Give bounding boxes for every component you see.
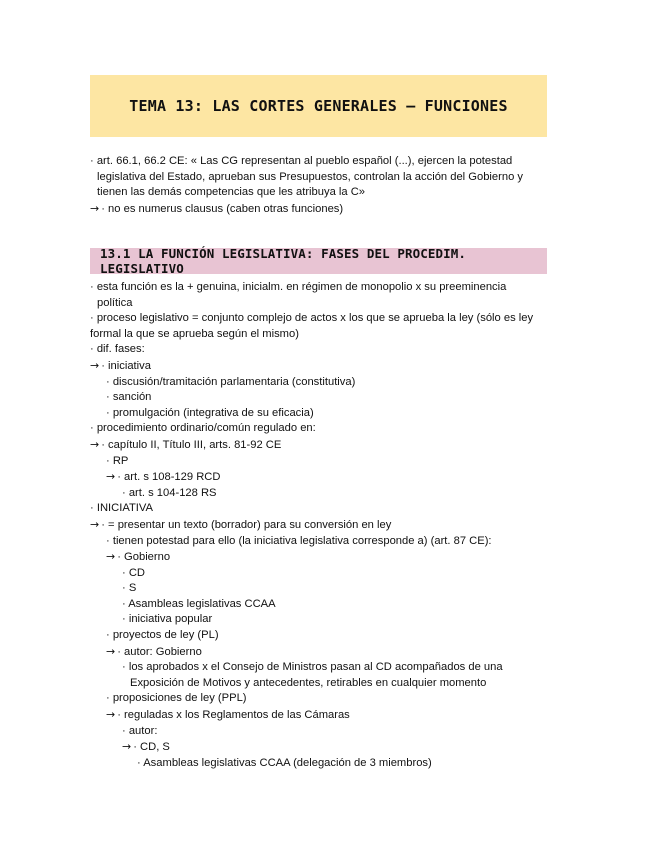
page-title: TEMA 13: LAS CORTES GENERALES – FUNCIONES xyxy=(129,97,508,115)
list-item: · Asambleas legislativas CCAA (delegación de 3 miembros) xyxy=(137,756,432,769)
list-item: · esta función es la + genuina, inicialm. en régimen de monopolio x su preeminencia xyxy=(90,281,507,293)
arrow-icon: → xyxy=(106,644,116,658)
list-item-arrow xyxy=(90,707,565,724)
arrow-icon: → xyxy=(90,201,100,215)
arrow-icon: → xyxy=(122,740,132,754)
list-item-arrow xyxy=(90,739,565,756)
list-item: · proyectos de ley (PL) xyxy=(106,629,219,642)
list-item: · tienen potestad para ello (la iniciativa legislativa corresponde a) (art. 87 CE): xyxy=(106,534,492,547)
arrow-icon: → xyxy=(90,437,100,451)
list-item: · autor: xyxy=(122,724,158,737)
title-banner xyxy=(90,75,547,137)
list-item-text: · iniciativa xyxy=(101,359,151,372)
list-item: · RP xyxy=(106,454,129,467)
list-item: · proposiciones de ley (PPL) xyxy=(106,692,247,705)
list-item-text: · art. s 108-129 RCD xyxy=(117,471,221,484)
list-item: · art. s 104-128 RS xyxy=(122,486,217,499)
list-item-continuation: formal la que se aprueba según el mismo) xyxy=(90,327,299,340)
arrow-icon: → xyxy=(106,470,116,484)
list-item: · promulgación (integrativa de su eficacia) xyxy=(106,406,314,419)
list-item: · sanción xyxy=(106,391,152,404)
list-item-text: · Gobierno xyxy=(117,551,171,564)
list-item: · iniciativa popular xyxy=(122,613,213,626)
list-item-text: · autor: Gobierno xyxy=(117,645,202,658)
section-banner xyxy=(90,248,547,274)
list-item: · discusión/tramitación parlamentaria (constitutiva) xyxy=(106,375,356,388)
list-item-text: · reguladas x los Reglamentos de las Cámaras xyxy=(117,709,350,722)
list-item: · proceso legislativo = conjunto complejo de actos x los que se aprueba la ley (sólo es ley xyxy=(90,312,534,325)
list-item: · CD xyxy=(122,566,145,579)
intro-line: · art. 66.1, 66.2 CE: « Las CG representan al pueblo español (...), ejercen la potestad xyxy=(90,155,513,167)
arrow-icon: → xyxy=(106,550,116,564)
list-item: · Asambleas legislativas CCAA xyxy=(122,597,276,610)
list-item: · INICIATIVA xyxy=(90,502,153,515)
list-item-arrow xyxy=(90,517,565,534)
list-item-arrow xyxy=(90,437,565,454)
section-body xyxy=(90,280,565,771)
list-item-arrow xyxy=(90,644,565,661)
arrow-icon: → xyxy=(90,358,100,372)
arrow-icon: → xyxy=(90,517,100,531)
list-item: · S xyxy=(122,582,137,595)
list-item-continuation: política xyxy=(97,296,133,309)
section-title: 13.1 LA FUNCIÓN LEGISLATIVA: FASES DEL PROCEDIM. LEGISLATIVO xyxy=(100,246,467,276)
list-item-text: · = presentar un texto (borrador) para su conversión en ley xyxy=(101,518,392,531)
list-item: · los aprobados x el Consejo de Ministros pasan al CD acompañados de una xyxy=(122,661,503,674)
list-item-continuation: Exposición de Motivos y antecedentes, retirables en cualquier momento xyxy=(130,676,487,689)
list-item-text: · CD, S xyxy=(133,741,170,754)
intro-block xyxy=(90,154,560,217)
list-item-arrow xyxy=(90,549,565,566)
intro-line-arrow xyxy=(90,201,560,218)
arrow-icon: → xyxy=(106,708,116,722)
list-item-text: · capítulo II, Título III, arts. 81-92 CE xyxy=(101,438,282,451)
list-item: · dif. fases: xyxy=(90,343,145,356)
list-item-arrow xyxy=(90,469,565,486)
intro-line-text: · no es numerus clausus (caben otras funciones) xyxy=(101,202,344,215)
intro-line: legislativa del Estado, aprueban sus Presupuestos, controlan la acción del Gobierno y xyxy=(97,170,524,183)
list-item: · procedimiento ordinario/común regulado en: xyxy=(90,422,316,435)
intro-line: tienen las demás competencias que les atribuya la C» xyxy=(97,186,366,199)
list-item-arrow xyxy=(90,358,565,375)
